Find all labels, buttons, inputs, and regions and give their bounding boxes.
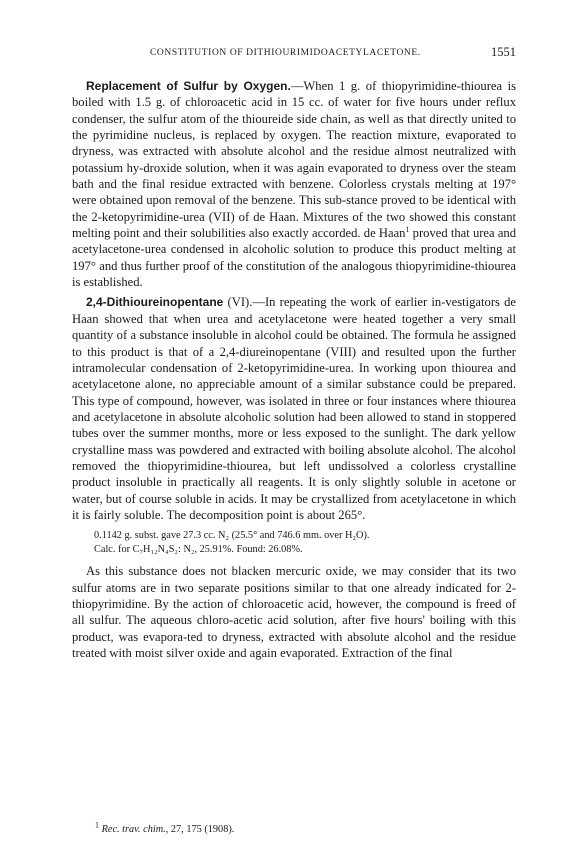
paragraph-mercuric-oxide: [72, 563, 516, 661]
section-heading-replacement: Replacement of Sulfur by Oxygen.: [86, 79, 291, 93]
paragraph-text: proved that urea and acetylacetone-urea condensed in alcoholic solution to produce this product melting at 197° and thus further proof of the constitution of the analogous thiopyrimidine-thiourea is established.: [72, 226, 517, 290]
footnote-reference[interactable]: 1: [405, 224, 410, 234]
paragraph-text: (VI).—In repeating the work of earlier in-vestigators de Haan showed that when urea and acetylacetone were heated together a very small quantity of a substance insoluble in alcohol could be obtained. The formula he assigned to this product is that of a 2,4-diureinopentane (VIII) and resulted upon the further intramolecular condensation of 2-ketopyrimidine-urea. In working upon thiourea and acetylacetone alone, no appreciable amount of a similar substance could be prepared. This type of compound, however, was isolated in three or four instances where thiourea and acetylacetone in absolute alcoholic solution had been allowed to stand in stoppered tubes over the summer months, more or less exposed to the sunlight. The dark yellow crystalline mass was powdered and extracted with boiling absolute alcohol. The alcohol removed the thiopyrimidine-thiourea, but left undissolved a colorless crystalline product insoluble in practically all reagents. It is only slightly soluble in acetone or water, but of course soluble in acids. It may be crystallized from acetylacetone in which it is fairly soluble. The decomposition point is about 265°.: [72, 295, 516, 522]
paragraph-text: As this substance does not blacken mercuric oxide, we may consider that its two sulfur atoms are in two separate positions similar to that one already indicated for 2-thiopyrimidine. By the action of chloroacetic acid, however, the compound is freed of all sulfur. The aqueous chloro-acetic acid solution, after five hours' boiling with this product, was evapora-ted to dryness, extracted with absolute alcohol and the residue treated with moist silver oxide and again evaporated. Extraction of the final: [72, 564, 516, 660]
footnote-citation: , 27, 175 (1908).: [165, 824, 235, 835]
section-heading-dithioureinopentane: 2,4-Dithioureinopentane: [86, 295, 224, 310]
analysis-line: Calc. for C₇H₁₂N₄S₂: N₂, 25.91%. Found: 26.08%.: [94, 544, 303, 556]
paragraph-dithioureinopentane: [72, 294, 516, 523]
page-number: 1551: [491, 45, 516, 59]
running-title: CONSTITUTION OF DITHIOURIMIDOACETYLACETONE.: [150, 48, 421, 58]
elemental-analysis: [94, 529, 516, 557]
footnote-journal: Rec. trav. chim.: [101, 824, 166, 835]
article-body: [72, 78, 516, 661]
paragraph-replacement-of-sulfur: [72, 78, 516, 290]
paragraph-text: —When 1 g. of thiopyrimidine-thiourea is boiled with 1.5 g. of chloroacetic acid in 15 cc. of water for five hours under reflux condenser, the sulfur atom of the thioureide side chain, as well as that directly united to the pyrimidine nucleus, is replaced by oxygen. The reaction mixture, evaporated to dryness, was extracted with absolute alcohol and the residue almost neutralized with potassium hy-droxide solution, when it was again evaporated to dryness over the steam bath and the final residue extracted with benzene. Colorless crystals melting at 197° were obtained upon removal of the benzene. This sub-stance proved to be identical with the 2-ketopyrimidine-urea (VII) of de Haan. Mixtures of the two showed this constant melting point and their solubilities also exactly accorded. de Haan: [72, 79, 516, 241]
footnote: [95, 820, 235, 835]
page-header: [72, 44, 516, 62]
analysis-line: 0.1142 g. subst. gave 27.3 cc. N₂ (25.5° and 746.6 mm. over H₂O).: [94, 530, 370, 542]
footnote-marker: 1: [95, 820, 99, 830]
